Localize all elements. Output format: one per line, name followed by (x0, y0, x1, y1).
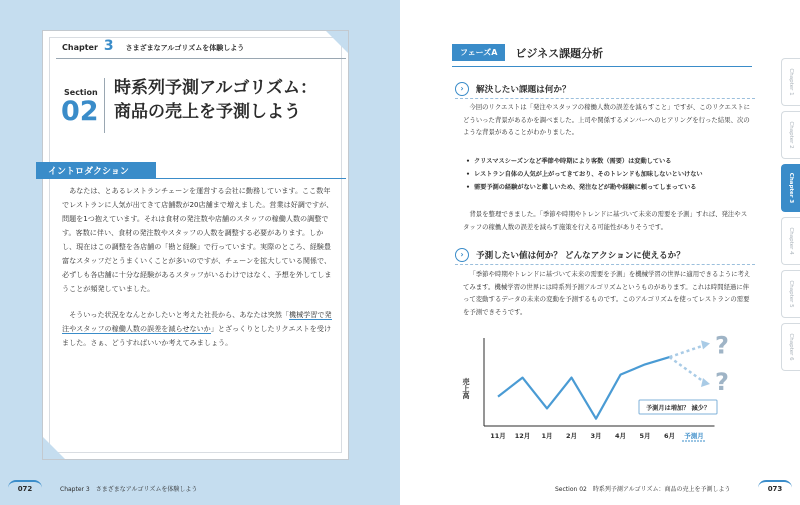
chapter-word: Chapter (62, 43, 98, 52)
x-tick-label: 1月 (541, 432, 553, 440)
running-footer: Chapter 3 さまざまなアルゴリズムを体験しよう (60, 486, 198, 493)
intro-paragraph (62, 308, 334, 350)
body-paragraph (463, 208, 753, 233)
heading-target (455, 248, 685, 262)
sales-line-chart (454, 328, 754, 443)
phase-header (452, 44, 603, 61)
x-tick-label: 3月 (590, 432, 602, 440)
chapter-header (62, 38, 244, 54)
card-corner-cut (326, 31, 348, 53)
x-tick-label: 12月 (514, 432, 531, 440)
section-number: 02 (61, 96, 99, 127)
chapter-rule (56, 58, 346, 59)
bullet-list (466, 155, 756, 194)
y-axis-label: 売上高 (462, 378, 470, 399)
chapter-tabs (781, 58, 800, 376)
x-tick-label: 6月 (663, 432, 676, 440)
chapter-tab-label: Chapter 1 (788, 68, 794, 96)
intro-rule (156, 178, 346, 179)
x-tick-label: 11月 (490, 432, 506, 440)
chapter-tab-label: Chapter 6 (788, 333, 794, 361)
heading-text: 解決したい課題は何か？ (476, 85, 571, 95)
forecast-up-line (670, 345, 705, 357)
intro-text: 」とざっくりとしたリクエストを受けました。さぁ、どうすればいいか考えてみましょう。 (62, 324, 332, 347)
chevron-right-icon: › (455, 82, 469, 96)
right-page (400, 0, 800, 505)
heading-problem (455, 82, 571, 96)
list-item: • クリスマスシーズンなど季節や時期により客数（需要）は変動している (466, 155, 756, 168)
running-footer: Section 02 時系列予測アルゴリズム：商品の売上を予測しよう (555, 486, 731, 493)
chapter-tab[interactable] (781, 164, 800, 212)
chapter-tab-label: Chapter 3 (788, 172, 794, 204)
callout-text: 予測月は増加？ 減少？ (645, 405, 711, 412)
x-tick-label: 予測月 (684, 432, 704, 440)
section-label: Section (64, 88, 98, 97)
chapter-tab-label: Chapter 2 (788, 121, 794, 149)
chapter-number: 3 (103, 38, 114, 54)
question-mark: ? (715, 331, 729, 360)
forecast-down-line (670, 357, 705, 382)
chapter-tab[interactable] (781, 270, 800, 318)
section-title-line: 商品の売上を予測しよう (114, 102, 301, 122)
intro-paragraph: あなたは、とあるレストランチェーンを運営する会社に勤務しています。ここ数年でレストランに人気が出てきて店舗数が20店舗まで増えました。営業は好調ですが、問題を1つ抱えています。それは食材の発注数や店舗のスタッフの稼働人数の調整です。客数に伴い、食材の発注数やスタッフの人数を調整する必要があります。しかし、現在はこの調整を各店舗の「勘と経験」で行っています。実際のところ、経験豊富なスタッフだとうまくいくことが多いのですが、チェーンを拡大している関係で、必ずしも各店舗に十分な経験があるスタッフがいるわけではなく、予想を外してしまうことが頻発していました。 (62, 186, 334, 293)
phase-tag: フェーズA (452, 44, 505, 61)
page-number: 073 (758, 480, 792, 496)
heading-underline (455, 264, 755, 265)
intro-text: そういった状況をなんとかしたいと考えた社長から、あなたは突然「 (69, 310, 289, 319)
chapter-title: さまざまなアルゴリズムを体験しよう (125, 44, 245, 52)
heading-underline (455, 98, 755, 99)
chevron-right-icon: › (455, 248, 469, 262)
forecast-up-arrowhead (701, 340, 710, 349)
phase-rule (452, 66, 752, 67)
x-tick-label: 5月 (639, 432, 651, 440)
intro-tag: イントロダクション (36, 162, 156, 179)
list-item: • 需要予測の経験がないと難しいため、発注などが勘や経験に頼ってしまっている (466, 181, 756, 194)
chapter-tab[interactable] (781, 111, 800, 159)
chapter-tab-label: Chapter 5 (788, 280, 794, 308)
body-paragraph (463, 268, 753, 318)
list-item: • レストラン自体の人気が上がってきており、そのトレンドも加味しないといけない (466, 168, 756, 181)
heading-text: 予測したい値は何か？ どんなアクションに使えるか？ (476, 251, 685, 261)
paragraph-text: 「季節や時期やトレンドに基づいて未来の需要を予測」を機械学習の世界に適用できるように考えてみます。機械学習の世界には時系列予測アルゴリズムというものがあります。これは時間経過に伴って変動するデータの未来の変動を予測するものです。このアルゴリズムを使ってレストランの需要を予測できそうです。 (463, 270, 751, 316)
section-divider (104, 78, 105, 133)
section-title (114, 76, 354, 124)
chapter-tab-label: Chapter 4 (788, 227, 794, 255)
question-mark: ? (715, 368, 729, 396)
intro-body (62, 184, 334, 350)
intro-emphasis: 機械学習で発注やスタッフの稼働人数の誤差を減らせないか (62, 310, 332, 333)
paragraph-text: 今回のリクエストは「発注やスタッフの稼働人数の誤差を減らすこと」ですが、このリクエストにどういった背景があるかを調べました。上司や関係するメンバーへのヒアリングを行った結果、次のような背景があることがわかりました。 (463, 103, 751, 136)
section-title-line: 時系列予測アルゴリズム： (114, 78, 317, 98)
body-paragraph (463, 101, 753, 139)
paragraph-text: 背景を整理できました。「季節や時期やトレンドに基づいて未来の需要を予測」すれば、発注やスタッフの稼働人数の誤差を減らす施策を行える可能性がありそうです。 (463, 210, 748, 231)
card-corner-cut (43, 437, 65, 459)
chapter-tab[interactable] (781, 217, 800, 265)
chapter-tab[interactable] (781, 58, 800, 106)
phase-title: ビジネス課題分析 (515, 46, 604, 60)
forecast-down-arrowhead (701, 378, 710, 387)
section-heading (56, 66, 346, 138)
x-tick-label: 2月 (565, 432, 578, 440)
x-tick-label: 4月 (614, 432, 627, 440)
chapter-tab[interactable] (781, 323, 800, 371)
page-number: 072 (8, 480, 42, 496)
